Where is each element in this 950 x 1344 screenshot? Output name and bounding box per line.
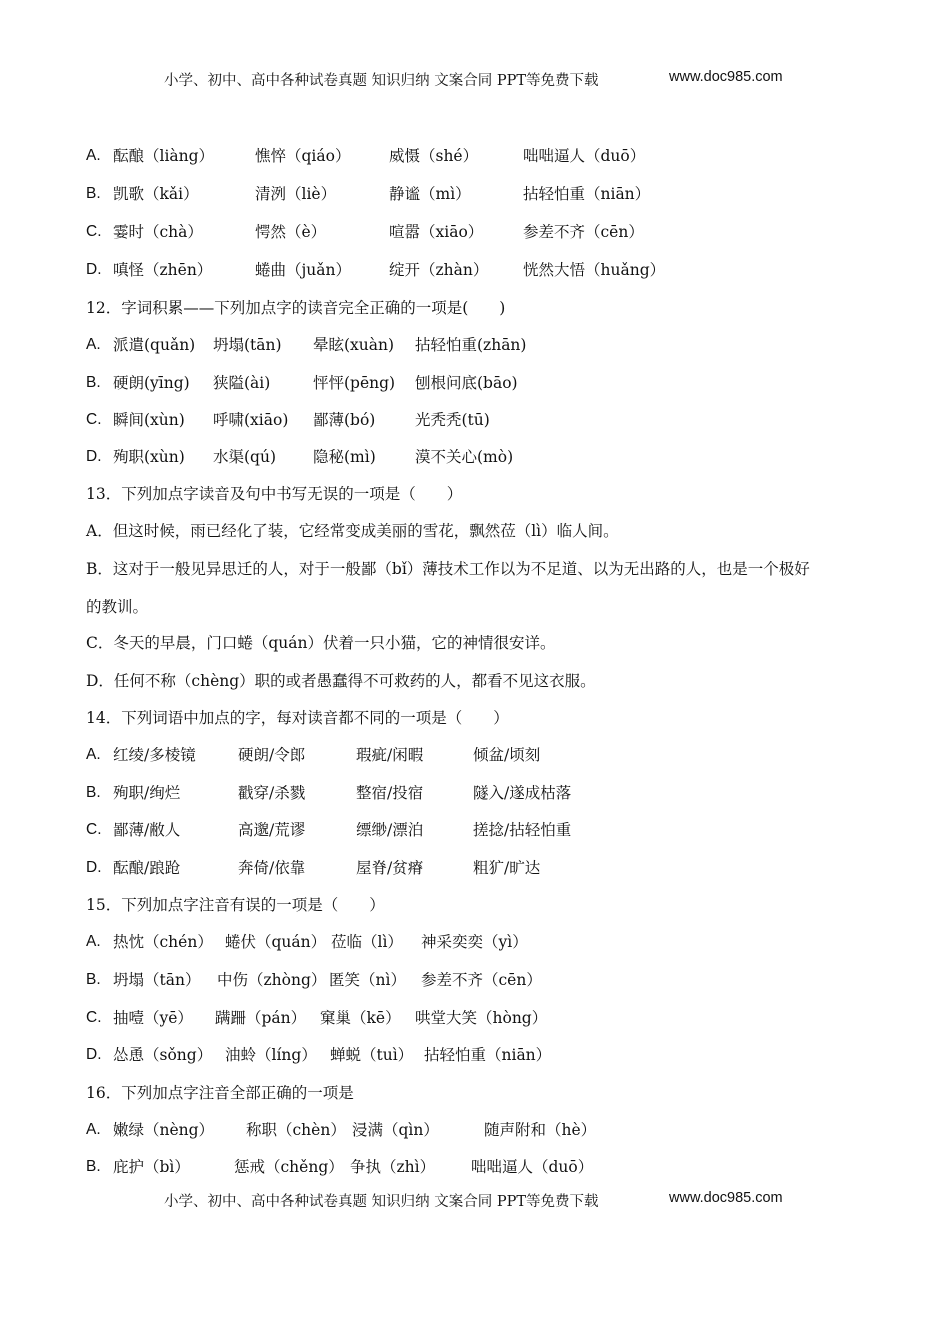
- option-item: 喧嚣（xiāo）: [389, 223, 484, 241]
- option-item: 憔悴（qiáo）: [255, 147, 351, 165]
- option-item: 水渠(qú): [213, 448, 276, 466]
- option-item: 奔倚/依靠: [238, 859, 306, 877]
- q13-option-c: C．冬天的早晨，门口蜷（quán）伏着一只小猫，它的神情很安详。: [86, 634, 556, 652]
- q16-title: 16．下列加点字注音全部正确的一项是: [86, 1084, 354, 1102]
- option-item: 咄咄逼人（duō）: [523, 147, 646, 165]
- option-item: 坍塌（tān）: [113, 971, 201, 989]
- option-label: D.: [86, 261, 102, 278]
- option-item: 清洌（liè）: [255, 185, 337, 203]
- option-item: 殉职/绚烂: [113, 784, 181, 802]
- option-item: 瞬间(xùn): [113, 411, 185, 429]
- option-item: 屋脊/贫瘠: [356, 859, 424, 877]
- q13-option-a: A．但这时候，雨已经化了装，它经常变成美丽的雪花，飘然莅（lì）临人间。: [86, 522, 619, 540]
- q13-option-d: D．任何不称（chèng）职的或者愚蠢得不可救药的人，都看不见这衣服。: [86, 672, 596, 690]
- option-item: 嫩绿（nèng）: [113, 1121, 215, 1139]
- option-item: 蜷伏（quán）: [225, 933, 327, 951]
- option-item: 参差不齐（cēn）: [523, 223, 644, 241]
- option-item: 争执（zhì）: [350, 1158, 436, 1176]
- option-item: 怦怦(pēng): [313, 374, 396, 392]
- option-item: 抽噎（yē）: [113, 1009, 193, 1027]
- option-label: B.: [86, 784, 101, 801]
- option-item: 莅临（lì）: [331, 933, 403, 951]
- option-item: 隐秘(mì): [313, 448, 376, 466]
- option-item: 哄堂大笑（hòng）: [415, 1009, 548, 1027]
- option-item: 蜷曲（juǎn）: [255, 261, 352, 279]
- option-item: 鄙薄/敝人: [113, 821, 181, 839]
- option-item: 随声附和（hè）: [484, 1121, 597, 1139]
- option-item: 酝酿/踉跄: [113, 859, 181, 877]
- option-item: 参差不齐（cēn）: [421, 971, 542, 989]
- option-item: 刨根问底(bāo): [415, 374, 518, 392]
- option-item: 神采奕奕（yì）: [421, 933, 528, 951]
- q14-title: 14．下列词语中加点的字，每对读音都不同的一项是（ ）: [86, 709, 509, 727]
- option-item: 匿笑（nì）: [329, 971, 406, 989]
- option-label: D.: [86, 859, 102, 876]
- option-item: 拈轻怕重（niān）: [424, 1046, 552, 1064]
- option-label: C.: [86, 411, 102, 428]
- option-item: 坍塌(tān): [213, 336, 282, 354]
- q13-option-b-cont: 的教训。: [86, 598, 149, 616]
- option-item: 晕眩(xuàn): [313, 336, 395, 354]
- option-label: A.: [86, 1121, 101, 1138]
- option-item: 油蛉（líng）: [225, 1046, 317, 1064]
- option-item: 热忱（chén）: [113, 933, 213, 951]
- option-label: A.: [86, 336, 101, 353]
- option-item: 缥缈/漂泊: [356, 821, 424, 839]
- option-item: 咄咄逼人（duō）: [471, 1158, 594, 1176]
- option-item: 威慑（shé）: [389, 147, 479, 165]
- q15-title: 15．下列加点字注音有误的一项是（ ）: [86, 896, 385, 914]
- option-item: 嗔怪（zhēn）: [113, 261, 213, 279]
- q12-title: 12．字词积累——下列加点字的读音完全正确的一项是( ): [86, 299, 506, 317]
- option-item: 称职（chèn）: [246, 1121, 346, 1139]
- option-label: B.: [86, 971, 101, 988]
- option-label: A.: [86, 746, 101, 763]
- option-label: C.: [86, 223, 102, 240]
- option-item: 恍然大悟（huǎng）: [523, 261, 666, 279]
- option-item: 光秃秃(tū): [415, 411, 490, 429]
- option-item: 愕然（è）: [255, 223, 327, 241]
- option-item: 拈轻怕重（niān）: [523, 185, 651, 203]
- option-label: B.: [86, 1158, 101, 1175]
- option-item: 霎时（chà）: [113, 223, 203, 241]
- option-item: 鄙薄(bó): [313, 411, 376, 429]
- option-item: 倾盆/顷刻: [473, 746, 541, 764]
- option-label: B.: [86, 374, 101, 391]
- option-item: 红绫/多棱镜: [113, 746, 196, 764]
- option-item: 狭隘(ài): [213, 374, 271, 392]
- option-item: 蹒跚（pán）: [215, 1009, 307, 1027]
- option-label: C.: [86, 1009, 102, 1026]
- option-item: 呼啸(xiāo): [213, 411, 289, 429]
- header-text: 小学、初中、高中各种试卷真题 知识归纳 文案合同 PPT等免费下载: [164, 73, 599, 89]
- option-item: 怂恿（sǒng）: [113, 1046, 213, 1064]
- footer-text: 小学、初中、高中各种试卷真题 知识归纳 文案合同 PPT等免费下载: [164, 1194, 599, 1210]
- option-label: A.: [86, 933, 101, 950]
- option-item: 凯歌（kǎi）: [113, 185, 199, 203]
- option-label: B.: [86, 185, 101, 202]
- header-url: www.doc985.com: [669, 69, 783, 85]
- option-item: 硬朗(yīng): [113, 374, 190, 392]
- option-item: 蝉蜕（tuì）: [330, 1046, 414, 1064]
- option-item: 静谧（mì）: [389, 185, 471, 203]
- option-item: 戳穿/杀戮: [238, 784, 306, 802]
- option-item: 漠不关心(mò): [415, 448, 514, 466]
- option-item: 浸满（qìn）: [352, 1121, 439, 1139]
- option-item: 中伤（zhòng）: [217, 971, 327, 989]
- footer-url: www.doc985.com: [669, 1190, 783, 1206]
- option-item: 隧入/遂成枯落: [473, 784, 572, 802]
- option-item: 酝酿（liàng）: [113, 147, 215, 165]
- option-item: 瑕疵/闲暇: [356, 746, 424, 764]
- option-item: 拈轻怕重(zhān): [415, 336, 527, 354]
- option-item: 派遣(quǎn): [113, 336, 196, 354]
- option-item: 粗犷/旷达: [473, 859, 541, 877]
- option-label: C.: [86, 821, 102, 838]
- option-item: 硬朗/令郎: [238, 746, 306, 764]
- q13-option-b: B．这对于一般见异思迁的人，对于一般鄙（bǐ）薄技术工作以为不足道、以为无出路的人，也是一个极好: [86, 560, 810, 578]
- q13-title: 13．下列加点字读音及句中书写无误的一项是（ ）: [86, 485, 463, 503]
- option-label: D.: [86, 448, 102, 465]
- option-item: 庇护（bì）: [113, 1158, 190, 1176]
- option-item: 殉职(xùn): [113, 448, 185, 466]
- option-item: 整宿/投宿: [356, 784, 424, 802]
- option-item: 窠巢（kē）: [320, 1009, 401, 1027]
- option-item: 搓捻/拈轻怕重: [473, 821, 572, 839]
- option-label: A.: [86, 147, 101, 164]
- option-item: 高邈/荒谬: [238, 821, 306, 839]
- option-item: 惩戒（chěng）: [234, 1158, 344, 1176]
- option-item: 绽开（zhàn）: [389, 261, 489, 279]
- option-label: D.: [86, 1046, 102, 1063]
